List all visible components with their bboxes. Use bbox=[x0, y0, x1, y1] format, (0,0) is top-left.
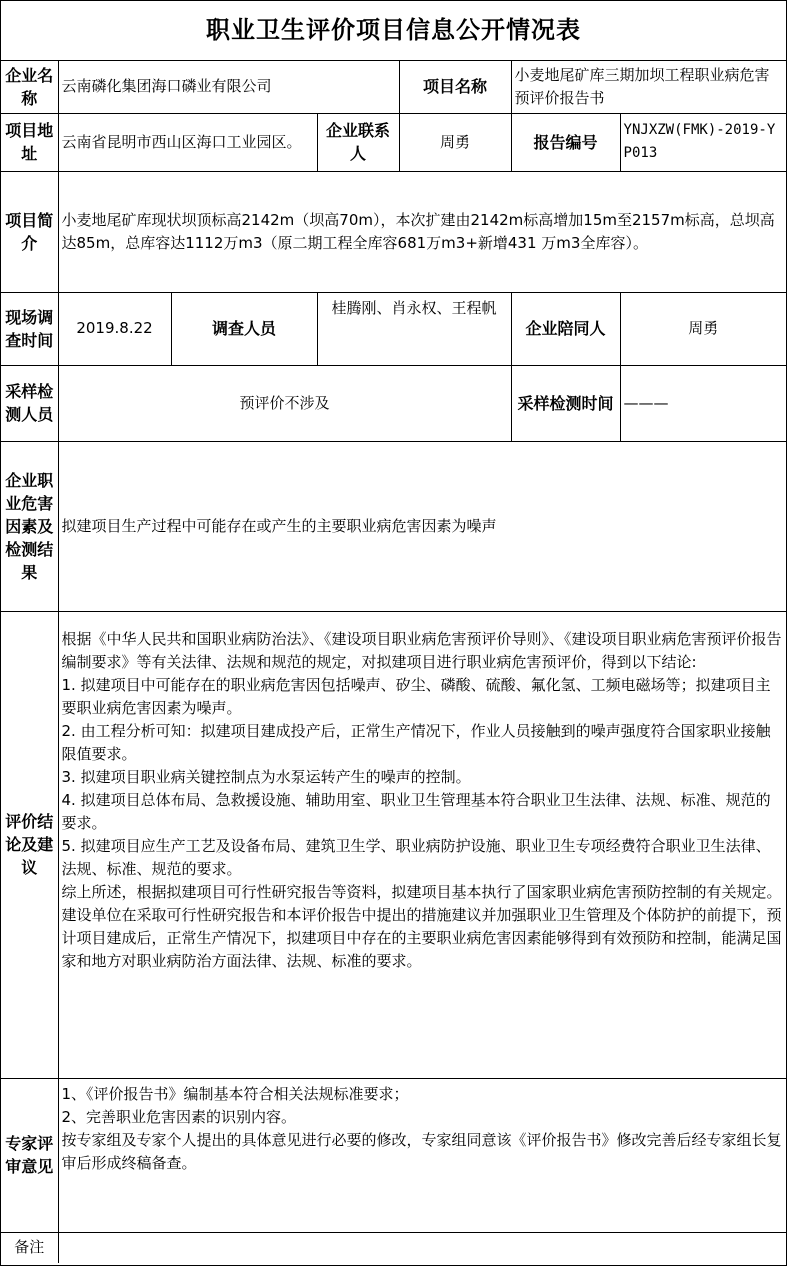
conclusion-paragraph: 1. 拟建项目中可能存在的职业病危害因包括噪声、矽尘、磷酸、硫酸、氟化氢、工频电磁场等；拟建项目主要职业病危害因素为噪声。 bbox=[61, 675, 771, 717]
sheet-title: 职业卫生评价项目信息公开情况表 bbox=[1, 1, 786, 61]
survey-time-value: 2019.8.22 bbox=[58, 292, 171, 365]
project-name-label: 项目名称 bbox=[399, 61, 511, 113]
sampler-label: 采样检测人员 bbox=[1, 365, 58, 441]
row-conclusion bbox=[1, 611, 786, 1078]
remark-value bbox=[58, 1232, 786, 1263]
address-value: 云南省昆明市西山区海口工业园区。 bbox=[58, 113, 317, 171]
sample-time-value: ——— bbox=[620, 365, 786, 441]
contact-label: 企业联系人 bbox=[317, 113, 399, 171]
expert-label: 专家评审意见 bbox=[1, 1078, 58, 1232]
conclusion-paragraph: 根据《中华人民共和国职业病防治法》、《建设项目职业病危害预评价导则》、《建设项目职业病危害预评价报告编制要求》等有关法律、法规和规范的规定，对拟建项目进行职业病危害预评价，得到以下结论: bbox=[61, 629, 782, 671]
conclusion-paragraph: 4. 拟建项目总体布局、急救援设施、辅助用室、职业卫生管理基本符合职业卫生法律、法规、标准、规范的要求。 bbox=[61, 790, 771, 832]
surveyor-value: 桂腾刚、肖永权、王程帆 bbox=[317, 292, 511, 365]
row-company bbox=[1, 61, 786, 113]
sample-time-label: 采样检测时间 bbox=[511, 365, 620, 441]
conclusion-paragraph: 综上所述，根据拟建项目可行性研究报告等资料，拟建项目基本执行了国家职业病危害预防控制的有关规定。建设单位在采取可行性研究报告和本评价报告中提出的措施建议并加强职业卫生管理及个体防护的前提下，预计项目建成后，正常生产情况下，拟建项目中存在的主要职业病危害因素能够得到有效预防和控制，能满足国家和地方对职业病防治方面法律、法规、标准的要求。 bbox=[61, 882, 782, 970]
remark-label: 备注 bbox=[1, 1232, 58, 1263]
escort-value: 周勇 bbox=[620, 292, 786, 365]
expert-paragraph: 按专家组及专家个人提出的具体意见进行必要的修改，专家组同意该《评价报告书》修改完善后经专家组长复审后形成终稿备查。 bbox=[61, 1130, 782, 1172]
conclusion-label: 评价结论及建议 bbox=[1, 611, 58, 1078]
sampler-value: 预评价不涉及 bbox=[58, 365, 511, 441]
conclusion-paragraph: 5. 拟建项目应生产工艺及设备布局、建筑卫生学、职业病防护设施、职业卫生专项经费符合职业卫生法律、法规、标准、规范的要求。 bbox=[61, 836, 771, 878]
company-label: 企业名称 bbox=[1, 61, 58, 113]
project-name-value: 小麦地尾矿库三期加坝工程职业病危害预评价报告书 bbox=[511, 61, 786, 113]
report-number-value: YNJXZW(FMK)-2019-YP013 bbox=[620, 113, 786, 171]
survey-time-label: 现场调查时间 bbox=[1, 292, 58, 365]
conclusion-paragraph: 2. 由工程分析可知：拟建项目建成投产后，正常生产情况下，作业人员接触到的噪声强度符合国家职业接触限值要求。 bbox=[61, 721, 771, 763]
row-address bbox=[1, 113, 786, 171]
report-number-label: 报告编号 bbox=[511, 113, 620, 171]
contact-value: 周勇 bbox=[399, 113, 511, 171]
company-value: 云南磷化集团海口磷业有限公司 bbox=[58, 61, 399, 113]
row-intro bbox=[1, 171, 786, 292]
row-hazard bbox=[1, 441, 786, 611]
address-label: 项目地址 bbox=[1, 113, 58, 171]
row-expert bbox=[1, 1078, 786, 1232]
expert-paragraph: 2、完善职业危害因素的识别内容。 bbox=[61, 1107, 297, 1126]
hazard-label: 企业职业危害因素及检测结果 bbox=[1, 441, 58, 611]
row-survey bbox=[1, 292, 786, 365]
row-sampling bbox=[1, 365, 786, 441]
conclusion-paragraph: 3. 拟建项目职业病关键控制点为水泵运转产生的噪声的控制。 bbox=[61, 767, 471, 786]
escort-label: 企业陪同人 bbox=[511, 292, 620, 365]
row-remark bbox=[1, 1232, 786, 1263]
conclusion-body bbox=[58, 611, 786, 1078]
info-table bbox=[1, 61, 786, 1263]
intro-label: 项目简介 bbox=[1, 171, 58, 292]
expert-body bbox=[58, 1078, 786, 1232]
hazard-value: 拟建项目生产过程中可能存在或产生的主要职业病危害因素为噪声 bbox=[58, 441, 786, 611]
intro-value: 小麦地尾矿库现状坝顶标高2142m（坝高70m），本次扩建由2142m标高增加15m至2157m标高，总坝高达85m，总库容达1112万m3（原二期工程全库容681万m3+新增431 万m3全库容）。 bbox=[58, 171, 786, 292]
expert-paragraph: 1、《评价报告书》编制基本符合相关法规标准要求； bbox=[61, 1084, 409, 1103]
surveyor-label: 调查人员 bbox=[171, 292, 317, 365]
